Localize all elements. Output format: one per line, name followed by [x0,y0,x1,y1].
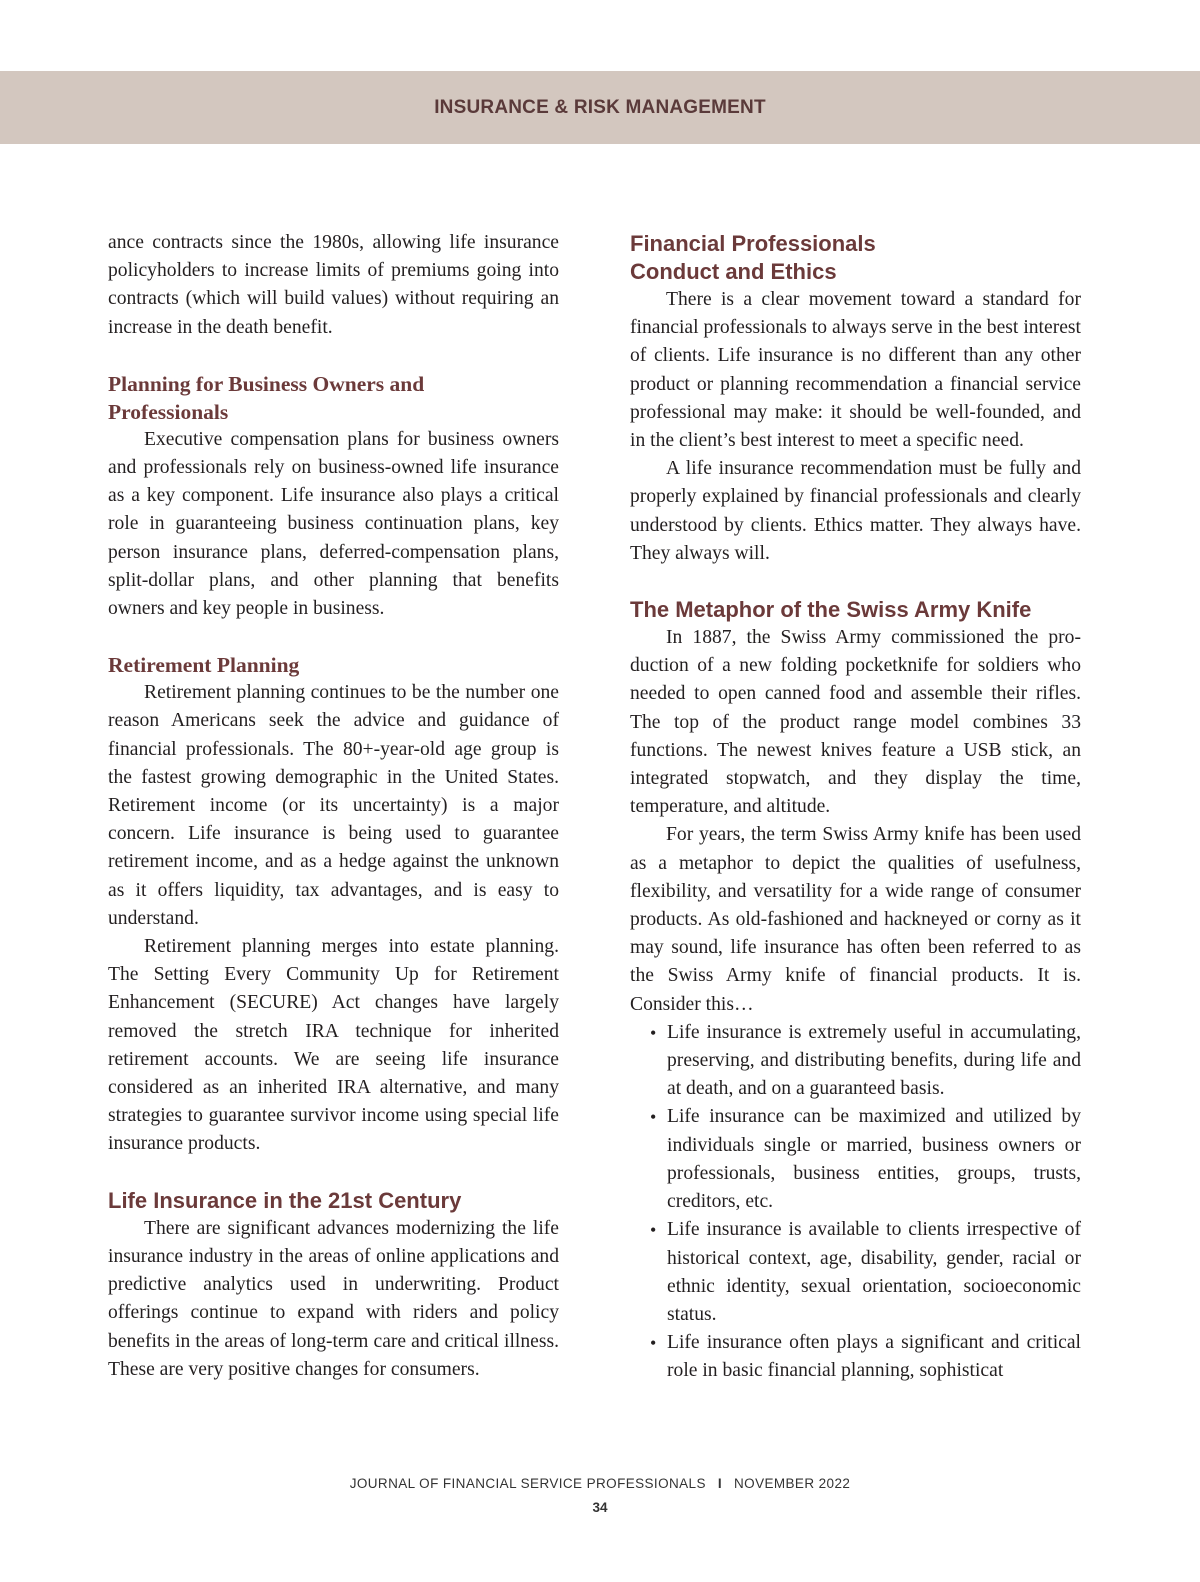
journal-name: JOURNAL OF FINANCIAL SERVICE PROFESSIONALS [349,1476,706,1491]
bullet-icon: • [650,1333,657,1354]
list-item [630,1103,1081,1216]
list-item [630,1216,1081,1329]
ethics-paragraph-2: A life insurance recommendation must be fully and properly explained by financial professionals and clearly understood by clients. Ethics matter. They always have. They always will. [630,458,1081,564]
swiss-heading: The Metaphor of the Swiss Army Knife [630,597,1032,623]
list-item [630,1019,1081,1104]
list-item-text: Life insurance can be maximized and utilized by individuals single or married, business owners or professionals, business entities, groups, trusts, creditors, etc. [667,1106,1081,1213]
ethics-heading-line2: Conduct and Ethics [630,259,837,284]
swiss-bullet-list [630,1019,1081,1386]
retirement-paragraph-2: Retirement planning merges into estate planning. The Setting Every Community Up for Retirement Enhancement (SECURE) Act changes have largely removed the stretch IRA technique for inherited retirement accounts. We are seeing life insurance considered as an inherited IRA alternative, and many strategies to guarantee survivor income using special life insurance products. [108,936,559,1155]
business-heading-line1: Planning for Business Owners and [108,371,425,396]
ethics-heading-line1: Financial Professionals [630,231,876,256]
footer-journal-line [0,1476,1200,1491]
bullet-icon: • [650,1107,657,1128]
list-item-text: Life insurance often plays a significant and critical role in basic financial planning, sophisticat [667,1332,1081,1382]
retirement-paragraph-1: Retirement planning continues to be the number one reason Americans seek the advice and guidance of financial professionals. The 80+-year-old age group is the fastest growing demographic in the United States. Retirement income (or its uncertainty) is a major concern. Life insurance is being used to guarantee retirement income, and as a hedge against the unknown as it offers liquidity, tax advantages, and is easy to understand. [108,682,559,929]
list-item [630,1329,1081,1385]
intro-paragraph: ance contracts since the 1980s, allowing life insurance policyholders to increase limits of premiums going into contracts (which will build values) without requiring an increase in the death benefit. [108,232,559,338]
ethics-paragraph-1: There is a clear movement toward a standard for financial professionals to always serve in the best interest of clients. Life insurance is no different than any other product or planning recommendation a financial service professional may make: it should be well-founded, and in the client’s best interest to meet a specific need. [630,289,1081,452]
bullet-icon: • [650,1022,657,1043]
retirement-heading: Retirement Planning [108,653,300,678]
century-heading: Life Insurance in the 21st Century [108,1187,462,1213]
section-title: INSURANCE & RISK MANAGEMENT [434,96,766,118]
business-heading [108,370,559,426]
swiss-paragraph-2: For years, the term Swiss Army knife has been used as a metaphor to depict the qualities of usefulness, flexibility, and versatility for a wide range of consumer products. As old-fashioned and hackneyed or corny as it may sound, life insurance has often been referred to as the Swiss Army knife of financial products. It is. Consider this… [630,824,1081,1015]
business-heading-line2: Professionals [108,399,229,424]
business-paragraph: Executive compensation plans for business owners and professionals rely on business-owned life insurance as a key component. Life insurance also plays a critical role in guaranteeing business continuation plans, key person insurance plans, deferred-compensation plans, split-dollar plans, and other planning that benefits owners and key people in business. [108,428,559,620]
right-column [630,230,1081,1386]
page-number: 34 [592,1500,608,1515]
century-paragraph: There are significant advances modernizing the life insurance industry in the areas of online applications and predictive analytics used in underwriting. Product offerings continue to expand with riders and policy benefits in the areas of long-term care and critical illness. These are very positive changes for consumers. [108,1217,559,1380]
ethics-heading [630,230,1081,286]
list-item-text: Life insurance is extremely useful in accumulating, preserving, and distributing benefits, during life and at death, and on a guaranteed basis. [667,1021,1081,1100]
left-column [108,229,559,1384]
bullet-icon: • [650,1220,657,1241]
section-header-band [0,71,1200,144]
footer-separator: I [717,1476,723,1491]
issue-date: NOVEMBER 2022 [734,1476,851,1491]
swiss-paragraph-1: In 1887, the Swiss Army commissioned the production of a new folding pocketknife for soldiers who needed to open canned food and assemble their rifles. The top of the product range model combines 33 functions. The newest knives feature a USB stick, an integrated stopwatch, and they display the time, temperature, and altitude. [630,627,1081,818]
list-item-text: Life insurance is available to clients irrespective of historical context, age, disability, gender, racial or ethnic identity, sexual orientation, socioeconomic status. [667,1219,1081,1325]
